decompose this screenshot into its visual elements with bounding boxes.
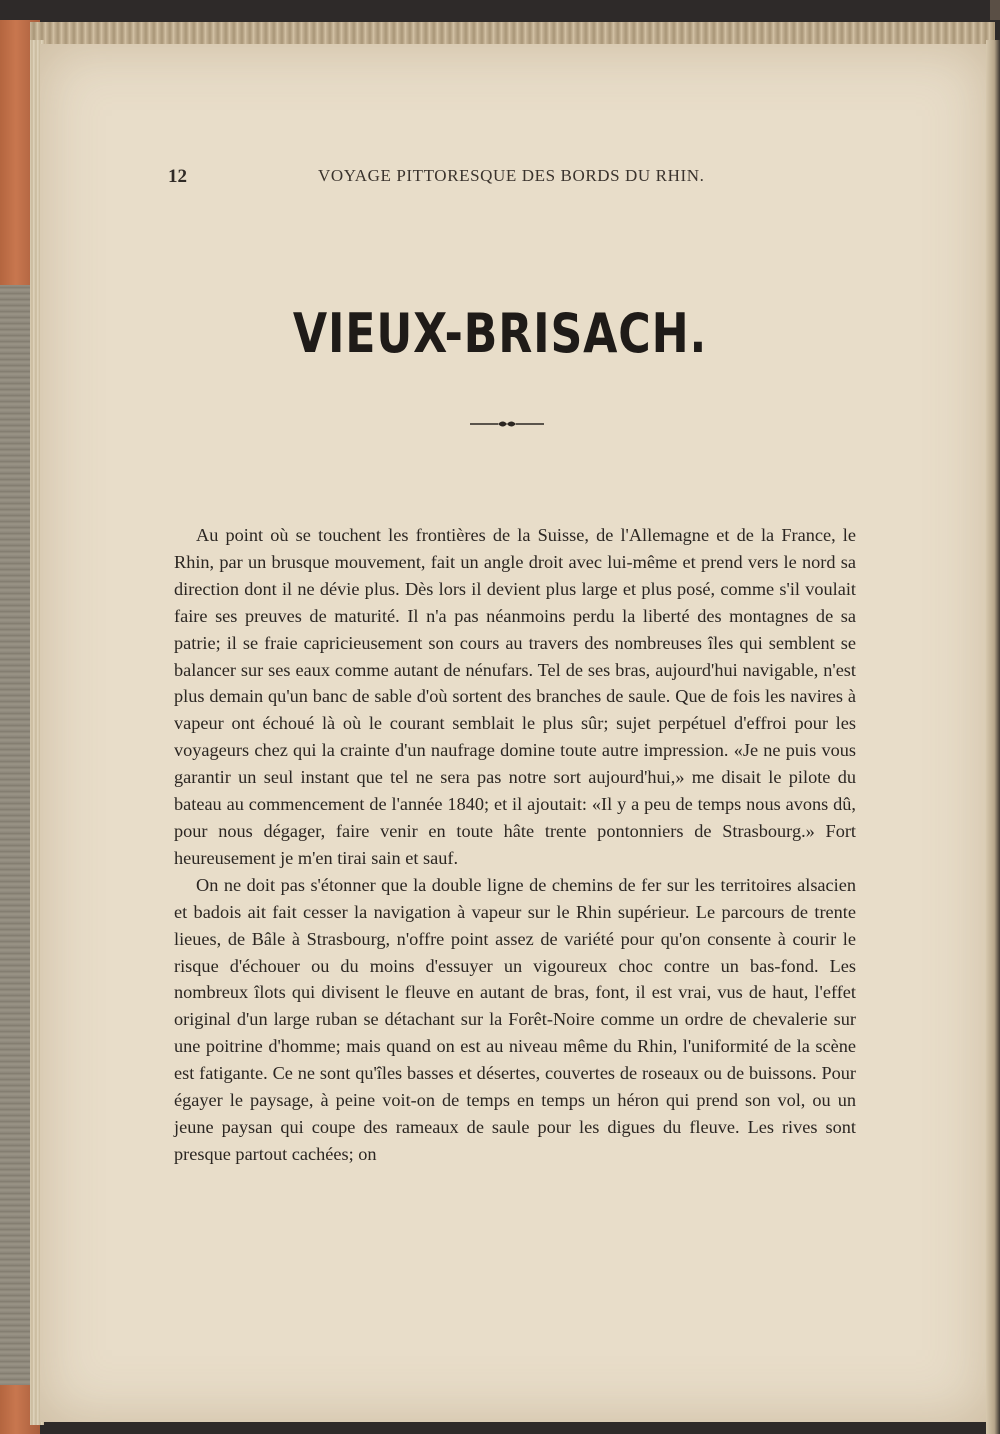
ornament-divider-icon (470, 418, 544, 430)
page-number: 12 (168, 166, 187, 187)
page-header (168, 160, 858, 190)
body-text (174, 522, 856, 1168)
paragraph-1: Au point où se touchent les frontières de la Suisse, de l'Allemagne et de la France, le Rhin, par un brusque mouvement, fait un angle droit avec lui-même et prend vers le nord sa direction dont il ne dévie plus. Dès lors il devient plus large et plus posé, comme s'il voulait faire ses preuves de maturité. Il n'a pas néanmoins perdu la liberté des montagnes de sa patrie; il se fraie capricieusement son cours au travers des nombreuses îles qui semblent se balancer sur ses eaux comme autant de nénufars. Tel de ses bras, aujourd'hui navigable, n'est plus demain qu'un banc de sable d'où sortent des branches de saule. Que de fois les navires à vapeur ont échoué là où le courant semblait le plus sûr; sujet perpétuel d'effroi pour les voyageurs chez qui la crainte d'un naufrage domine toute autre impression. «Je ne puis vous garantir un seul instant que tel ne sera pas notre sort aujourd'hui,» me disait le pilote du bateau au commencement de l'année 1840; et il ajoutait: «Il y a peu de temps nous avons dû, pour nous dégager, faire venir en toute hâte trente pontonniers de Strasbourg.» Fort heureusement je m'en tirai sain et sauf. (174, 525, 856, 868)
binding-mark (990, 0, 1000, 20)
paragraph-2: On ne doit pas s'étonner que la double ligne de chemins de fer sur les territoires alsacien et badois ait fait cesser la navigation à vapeur sur le Rhin supérieur. Le parcours de trente lieues, de Bâle à Strasbourg, n'offre point assez de variété pour qu'on consente à courir le risque d'échouer ou du moins d'essuyer un vigoureux choc contre un bas-fond. Les nombreux îlots qui divisent le fleuve en autant de bras, font, il est vrai, vus de haut, l'effet original d'un large ruban se détachant sur la Forêt-Noire comme un ordre de chevalerie sur une poitrine d'homme; mais quand on est au niveau même du Rhin, l'uniformité de la scène est fatigante. Ce ne sont qu'îles basses et désertes, couvertes de roseaux ou de buissons. Pour égayer le paysage, à peine voit-on de temps en temps un héron qui prend son vol, ou un jeune paysan qui coupe des rameaux de saule pour les digues du fleuve. Les rives sont presque partout cachées; on (174, 874, 856, 1164)
chapter-title: VIEUX-BRISACH. (292, 302, 708, 365)
page-right-edge (986, 40, 1000, 1434)
running-title: VOYAGE PITTORESQUE DES BORDS DU RHIN. (318, 166, 705, 185)
book-spine-cloth (0, 285, 34, 1385)
